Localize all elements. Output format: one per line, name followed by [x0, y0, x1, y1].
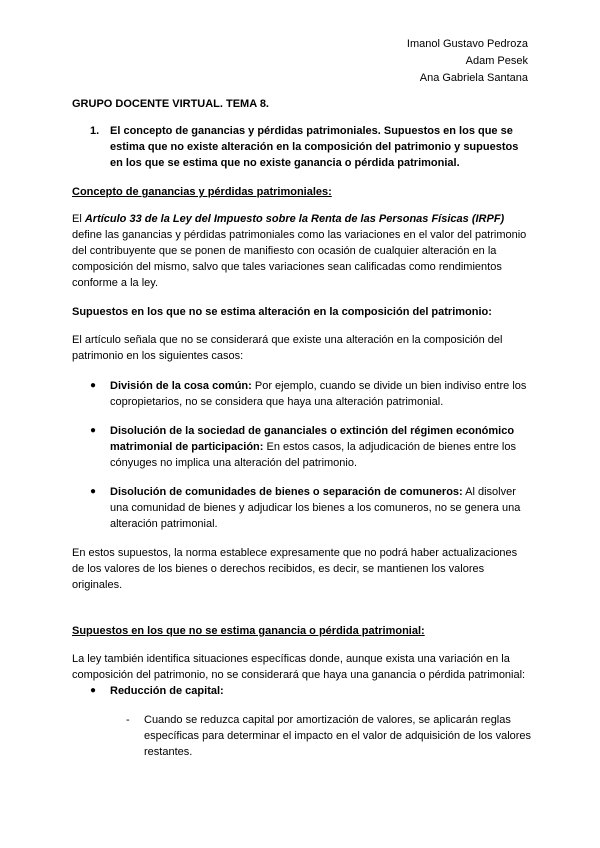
question-number: 1.: [90, 125, 100, 137]
bullet-icon: ●: [90, 486, 97, 497]
section-title-no-gain: Supuestos en los que no se estima ganancia o pérdida patrimonial:: [72, 625, 425, 637]
no-alteration-list: [72, 378, 532, 532]
concept-paragraph: [72, 211, 532, 291]
list-item-title: División de la cosa común:: [110, 380, 252, 392]
author-list: [407, 36, 528, 87]
list-item-text: Por ejemplo, cuando se divide un bien indiviso entre los copropietarios, no se considera que haya una alteración patrimonial.: [110, 380, 527, 408]
list-item: [72, 683, 532, 699]
sub-list-item-text: Cuando se reduzca capital por amortización de valores, se aplicarán reglas específicas para determinar el impacto en el valor de adquisición de los valores restantes.: [144, 714, 532, 758]
list-item: [72, 484, 532, 532]
list-item-text: Al disolver una comunidad de bienes y adjudicar los bienes a los comuneros, no se genera una alteración patrimonial.: [110, 486, 521, 530]
list-item-title: Reducción de capital:: [110, 685, 224, 697]
author-name: Ana Gabriela Santana: [419, 72, 528, 84]
list-item-title: Disolución de la sociedad de gananciales o extinción del régimen económico matrimonial de participación:: [110, 425, 515, 453]
group-title: GRUPO DOCENTE VIRTUAL. TEMA 8.: [72, 98, 269, 110]
no-gain-intro: La ley también identifica situaciones específicas donde, aunque exista una variación en la composición del patrimonio, no se considerará que haya una ganancia o pérdida patrimonial:: [72, 653, 526, 681]
dash-icon: -: [126, 714, 130, 726]
list-item: [72, 423, 532, 471]
author-name: Adam Pesek: [465, 55, 528, 67]
concept-text: define las ganancias y pérdidas patrimoniales como las variaciones en el valor del patrimonio del contribuyente que se ponen de manifiesto con ocasión de cualquier alteración en la composición del mismo, salvo que tales variaciones sean calificadas como rendimientos conforme a la ley.: [72, 229, 527, 289]
question-heading: [72, 123, 532, 171]
author-name: Imanol Gustavo Pedroza: [406, 38, 528, 50]
bullet-icon: ●: [90, 685, 97, 696]
bullet-icon: ●: [90, 380, 97, 391]
no-gain-list: [72, 683, 532, 699]
section-title-concept: Concepto de ganancias y pérdidas patrimoniales:: [72, 186, 332, 198]
document-body: [72, 96, 532, 760]
no-gain-sublist: [72, 712, 532, 760]
bullet-icon: ●: [90, 425, 97, 436]
law-reference: Artículo 33 de la Ley del Impuesto sobre la Renta de las Personas Físicas (IRPF): [84, 213, 505, 225]
concept-prefix: El: [72, 213, 85, 225]
question-text: El concepto de ganancias y pérdidas patrimoniales. Supuestos en los que se estima que no existe alteración en la composición del patrimonio y supuestos en los que se estima que no existe ganancia o pérdida patrimonial.: [110, 125, 519, 169]
section-title-no-alteration: Supuestos en los que no se estima alteración en la composición del patrimonio:: [72, 306, 492, 318]
no-alteration-closing: En estos supuestos, la norma establece expresamente que no podrá haber actualizaciones de los valores de los bienes o derechos recibidos, es decir, se mantienen los valores originales.: [72, 547, 518, 591]
no-alteration-intro: El artículo señala que no se considerará que existe una alteración en la composición del patrimonio en los siguientes casos:: [72, 334, 503, 362]
list-item-text: En estos casos, la adjudicación de bienes entre los cónyuges no implica una alteración del patrimonio.: [110, 441, 516, 469]
list-item-title: Disolución de comunidades de bienes o separación de comuneros:: [110, 486, 463, 498]
sub-list-item: [72, 712, 532, 760]
list-item: [72, 378, 532, 410]
